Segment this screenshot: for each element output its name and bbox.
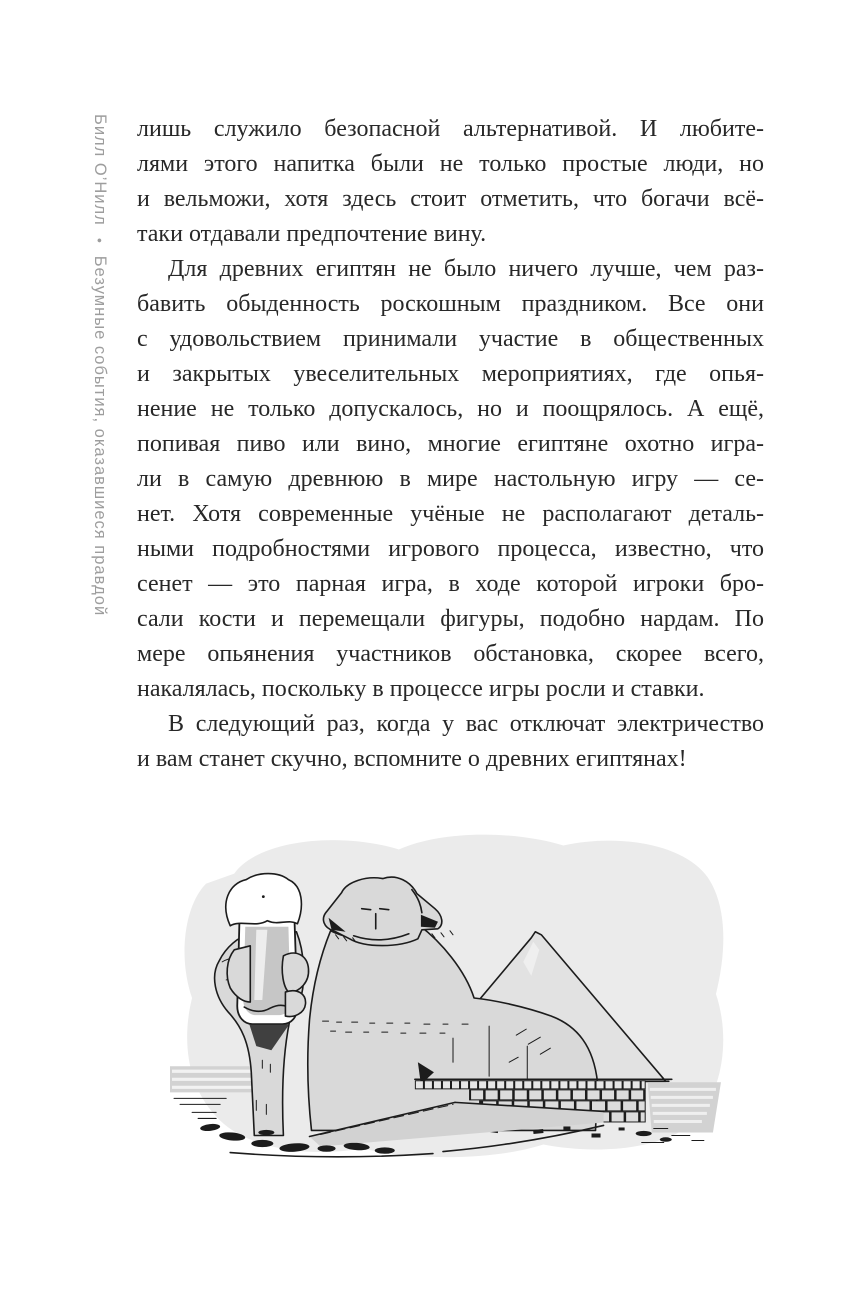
- text-line: сенет — это парная игра, в ходе которой игроки бро-: [137, 571, 764, 597]
- text-line: и закрытых увеселительных мероприятиях, где опья-: [137, 361, 764, 387]
- margin-author: Билл О’Нилл: [91, 114, 109, 226]
- text-line: накалялась, поскольку в процессе игры росли и ставки.: [137, 676, 705, 702]
- text-line: нет. Хотя современные учёные не располагают деталь-: [137, 501, 764, 527]
- margin-bullet-separator: •: [92, 237, 108, 244]
- text-line: сали кости и перемещали фигуры, подобно нардам. По: [137, 606, 764, 632]
- text-line: ными подробностями игрового процесса, известно, что: [137, 536, 764, 562]
- text-line: и вельможи, хотя здесь стоит отметить, что богачи всё-: [137, 186, 764, 212]
- text-line: бавить обыденность роскошным праздником. Все они: [137, 291, 764, 317]
- body-text: [137, 112, 764, 777]
- margin-book-title: Безумные события, оказавшиеся правдой: [91, 255, 109, 617]
- illustration-canvas: [170, 828, 732, 1162]
- sphinx-beer-pyramid-illustration: [170, 828, 732, 1162]
- text-line: В следующий раз, когда у вас отключат электричество: [168, 711, 764, 737]
- text-line: мере опьянения участников обстановка, скорее всего,: [137, 641, 764, 667]
- text-line: с удовольствием принимали участие в общественных: [137, 326, 764, 352]
- text-line: нение не только допускалось, но и поощрялось. А ещё,: [137, 396, 764, 422]
- margin-vertical-text: [90, 114, 109, 1014]
- text-line: лишь служило безопасной альтернативой. И любите-: [137, 116, 764, 142]
- text-line: и вам станет скучно, вспомните о древних египтянах!: [137, 746, 687, 772]
- text-line: попивая пиво или вино, многие египтяне охотно игра-: [137, 431, 764, 457]
- text-line: таки отдавали предпочтение вину.: [137, 221, 487, 247]
- text-line: ли в самую древнюю в мире настольную игру — се-: [137, 466, 764, 492]
- text-line: Для древних египтян не было ничего лучше, чем раз-: [168, 256, 764, 282]
- text-line: лями этого напитка были не только простые люди, но: [137, 151, 764, 177]
